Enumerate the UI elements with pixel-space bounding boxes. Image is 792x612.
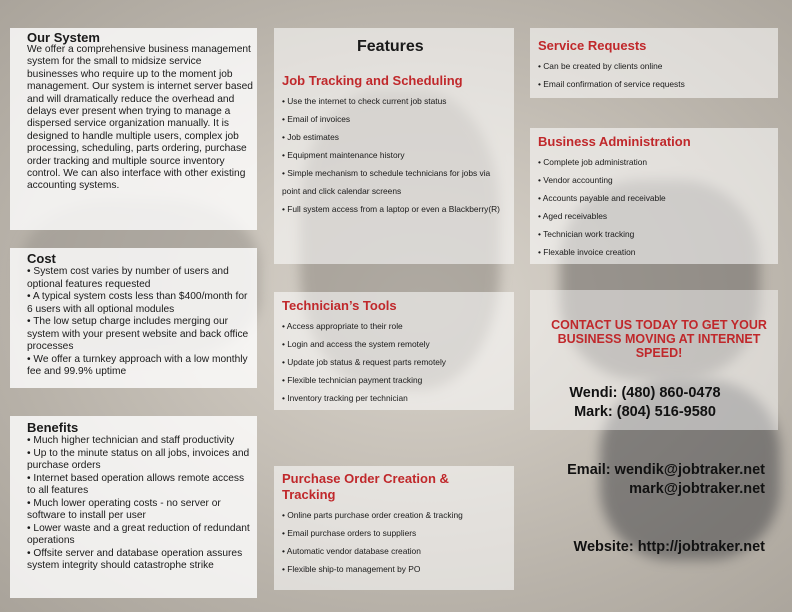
technician-tools-item: • Login and access the system remotely [282,339,430,349]
business-admin-list [538,153,770,261]
benefits-title: Benefits [27,420,79,435]
job-tracking-item: • Full system access from a laptop or even a Blackberry(R) [282,204,500,214]
technician-tools-item: • Access appropriate to their role [282,321,403,331]
email-line-2[interactable]: mark@jobtraker.net [629,481,765,497]
technician-tools-item: • Update job status & request parts remotely [282,357,446,367]
business-admin-title: Business Administration [538,134,691,149]
contact-cta: CONTACT US TODAY TO GET YOUR BUSINESS MOVING AT INTERNET SPEED! [551,318,767,360]
purchase-order-item: • Automatic vendor database creation [282,546,421,556]
business-admin-item: • Accounts payable and receivable [538,193,666,203]
business-admin-item: • Technician work tracking [538,229,635,239]
phone-wendi: Wendi: (480) 860-0478 [569,385,721,401]
our-system-text: We offer a comprehensive business management system for the small to midsize service businesses who require up to the moment job management. Our system is internet server based and will dramatically reduce the overhead and delays ever present when trying to manage a dispersed service organization manually. It is designed to handle multiple users, complex job processing, scheduling, parts ordering, purchase order tracking and multiple source inventory control. We can also interface with other existing accounting systems. [27,44,253,192]
purchase-order-list [282,506,506,578]
benefits-item: • Lower waste and a great reduction of redundant operations [27,522,250,546]
job-tracking-list [282,92,506,218]
job-tracking-item: • Use the internet to check current job status [282,96,447,106]
cost-list [27,266,253,379]
service-requests-item: • Email confirmation of service requests [538,79,685,89]
job-tracking-item: • Simple mechanism to schedule technicians for jobs via point and click calendar screens [282,168,491,196]
job-tracking-item: • Email of invoices [282,114,351,124]
service-requests-item: • Can be created by clients online [538,61,663,71]
our-system-title: Our System [27,30,100,45]
technician-tools-item: • Inventory tracking per technician [282,393,408,403]
cost-item: • System cost varies by number of users and optional features requested [27,266,229,290]
benefits-list [27,435,255,573]
technician-tools-list [282,317,506,407]
job-tracking-item: • Job estimates [282,132,339,142]
purchase-order-item: • Email purchase orders to suppliers [282,528,417,538]
service-requests-title: Service Requests [538,38,647,53]
phone-mark: Mark: (804) 516-9580 [574,404,716,420]
business-admin-item: • Vendor accounting [538,175,613,185]
benefits-item: • Up to the minute status on all jobs, invoices and purchase orders [27,447,250,471]
email-line-1[interactable]: Email: wendik@jobtraker.net [567,462,765,478]
purchase-order-item: • Online parts purchase order creation & tracking [282,510,463,520]
benefits-item: • Much higher technician and staff productivity [27,435,235,446]
cost-title: Cost [27,251,56,266]
job-tracking-item: • Equipment maintenance history [282,150,405,160]
purchase-order-item: • Flexible ship-to management by PO [282,564,421,574]
business-admin-item: • Flexable invoice creation [538,247,636,257]
cost-item: • We offer a turnkey approach with a low monthly fee and 99.9% uptime [27,353,248,377]
benefits-item: • Internet based operation allows remote access to all features [27,472,245,496]
cost-item: • The low setup charge includes merging our system with your present website and back office processes [27,316,249,352]
purchase-order-title: Purchase Order Creation & Tracking [282,471,449,502]
technician-tools-item: • Flexible technician payment tracking [282,375,423,385]
benefits-item: • Offsite server and database operation assures system integrity should catastrophe strike [27,547,243,571]
technician-tools-title: Technician’s Tools [282,298,397,313]
features-heading: Features [357,38,424,55]
website-link[interactable]: Website: http://jobtraker.net [573,539,765,555]
business-admin-item: • Aged receivables [538,211,608,221]
benefits-item: • Much lower operating costs - no server or software to install per user [27,497,221,521]
business-admin-item: • Complete job administration [538,157,648,167]
job-tracking-title: Job Tracking and Scheduling [282,73,463,88]
cost-item: • A typical system costs less than $400/month for 6 users with all optional modules [27,291,248,315]
service-requests-list [538,57,770,93]
